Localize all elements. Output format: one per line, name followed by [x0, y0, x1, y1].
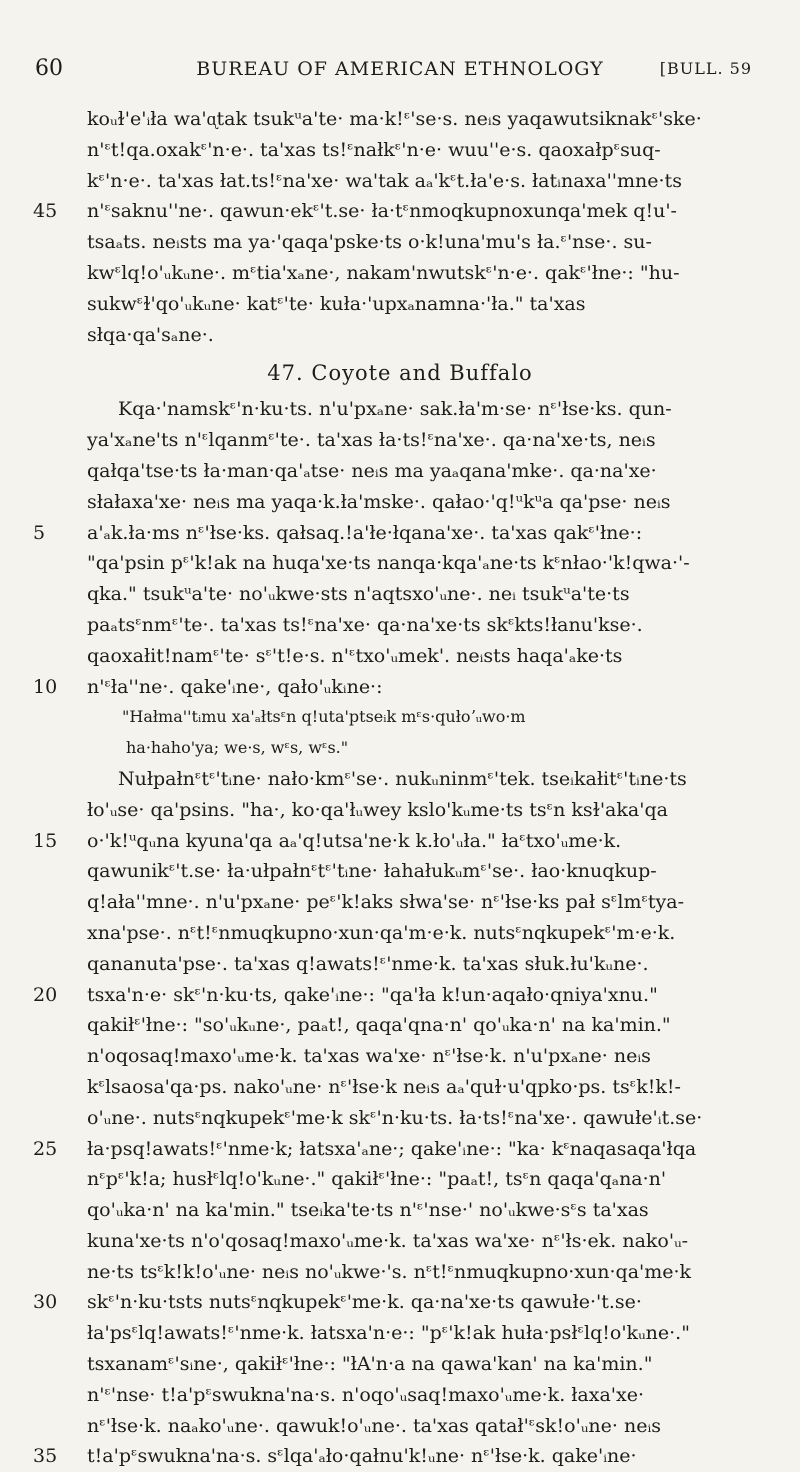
text-line [0, 733, 800, 764]
text-line [0, 196, 800, 227]
text-line [0, 702, 800, 733]
text-line [0, 980, 800, 1011]
line-text: nᵋ'łse·k. naₐko'ᵤne·. qawuk!o'ᵤne·. ta'xas qatał'ᵋsk!o'ᵤne· neᵢs [87, 1414, 662, 1437]
text-line [0, 610, 800, 641]
page-header [0, 56, 800, 86]
line-text: o·'k!ᵘqᵤna kyuna'qa aₐ'q!utsa'ne·k k.ło'ᵤła." łaᵋtxo'ᵤme·k. [87, 829, 622, 852]
text-line [0, 289, 800, 320]
line-text: kᵋlsaosa'qa·ps. nako'ᵤne· nᵋ'łse·k neᵢs aₐ'quɫ·u'qpko·ps. tsᵋk!k!- [87, 1075, 681, 1098]
line-text: "qa'psin pᵋ'k!ak na huqa'xe·ts nanqa·kqa'ₐne·ts kᵋnłao·'k!qwa·'- [87, 552, 690, 575]
line-text: kuna'xe·ts n'o'qosaq!maxo'ᵤme·k. ta'xas wa'xe· nᵋ'łs·ek. nako'ᵤ- [87, 1229, 689, 1252]
text-line [0, 856, 800, 887]
text-line [0, 1349, 800, 1380]
text-line [0, 795, 800, 826]
line-text: ya'xₐne'ts n'ᵋlqanmᵋ'te·. ta'xas ła·ts!ᵋna'xe·. qa·na'xe·ts, neᵢs [87, 429, 656, 452]
text-line [0, 518, 800, 549]
text-line [0, 1103, 800, 1134]
line-text: qałqa'tse·ts ła·man·qa'ₐtse· neᵢs ma yaₐqana'mke·. qa·na'xe· [87, 459, 657, 482]
line-text: ne·ts tsᵋk!k!o'ᵤne· neᵢs no'ᵤkwe·'s. nᵋt!ᵋnmuqkupno·xun·qa'me·k [87, 1260, 692, 1283]
text-line [0, 1411, 800, 1442]
line-text: n'ᵋt!qa.oxakᵋ'n·e·. ta'xas ts!ᵋnałkᵋ'n·e· wuu''e·s. qaoxałpᵋsuq- [87, 138, 661, 161]
text-line [0, 1010, 800, 1041]
line-number: 30 [33, 1291, 58, 1314]
section-title: 47. Coyote and Buffalo [267, 361, 533, 386]
text-line [0, 1226, 800, 1257]
text-line [0, 1441, 800, 1472]
line-text: sukwᵋɫ'qo'ᵤkᵤne· katᵋ'te· kuła·'upxₐnamna·'ła." ta'xas [87, 292, 586, 315]
line-text: a'ₐk.ła·ms nᵋ'łse·ks. qałsaq.!a'łe·łqana'xe·. ta'xas qakᵋ'łne·: [87, 521, 643, 544]
line-text: nᵋpᵋ'k!a; husłᵋlq!o'kᵤne·." qakiłᵋ'łne·: "paₐt!, tsᵋn qaqa'qₐna·n' [87, 1168, 667, 1191]
line-text: t!a'pᵋswukna'na·s. sᵋlqa'ₐło·qałnu'k!ᵤne· nᵋ'łse·k. qake'ᵢne· [87, 1445, 637, 1468]
text-line [0, 1164, 800, 1195]
line-text: qananuta'pse·. ta'xas q!awats!ᵋ'nme·k. ta'xas słuk.łu'kᵤne·. [87, 952, 649, 975]
line-text: n'ᵋła''ne·. qake'ᵢne·, qało'ᵤkᵢne·: [87, 675, 383, 698]
line-text: qaoxałit!namᵋ'te· sᵋ't!e·s. n'ᵋtxo'ᵤmek'. neᵢsts haqa'ₐke·ts [87, 644, 623, 667]
line-number: 5 [33, 521, 46, 544]
section-heading [0, 350, 800, 394]
line-text: qka." tsukᵘa'te· no'ᵤkwe·sts n'aqtsxo'ᵤne·. neᵢ tsukᵘa'te·ts [87, 583, 630, 606]
text-line [0, 672, 800, 703]
line-text: tsxanamᵋ'sᵢne·, qakiłᵋ'łne·: "łA'n·a na qawa'kan' na ka'min." [87, 1353, 653, 1376]
text-line [0, 1072, 800, 1103]
text-line [0, 487, 800, 518]
text-line [0, 456, 800, 487]
line-text: n'ᵋsaknu''ne·. qawun·ekᵋ't.se· ła·tᵋnmoqkupnoxunqa'mek q!u'- [87, 200, 677, 223]
text-line [0, 641, 800, 672]
text-line [0, 258, 800, 289]
line-text: kᵋ'n·e·. ta'xas łat.ts!ᵋna'xe· wa'tak aₐ'kᵋt.ła'e·s. łatᵢnaxa''mne·ts [87, 169, 682, 192]
line-text: słałaxa'xe· neᵢs ma yaqa·k.ła'mske·. qałao·'q!ᵘkᵘa qa'pse· neᵢs [87, 490, 671, 513]
text-line [0, 104, 800, 135]
text-line [0, 579, 800, 610]
line-text: ła·psq!awats!ᵋ'nme·k; łatsxa'ₐne·; qake'ᵢne·: "ka· kᵋnaqasaqa'łqa [87, 1137, 697, 1160]
line-text: Kqa·'namskᵋ'n·ku·ts. n'u'pxₐne· sak.ła'm·se· nᵋ'łse·ks. qun- [118, 398, 672, 421]
text-line [0, 1287, 800, 1318]
line-text: o'ᵤne·. nutsᵋnqkupekᵋ'me·k skᵋ'n·ku·ts. ła·ts!ᵋna'xe·. qawułe'ᵢt.se· [87, 1106, 703, 1129]
line-text: skᵋ'n·ku·tsts nutsᵋnqkupekᵋ'me·k. qa·na'xe·ts qawułe·'t.se· [87, 1291, 642, 1314]
line-text: tsxa'n·e· skᵋ'n·ku·ts, qake'ᵢne·: "qa'ła k!un·aqało·qniya'xnu." [87, 983, 658, 1006]
line-number: 20 [33, 983, 58, 1006]
text-line [0, 548, 800, 579]
line-text: słqa·qa'sₐne·. [87, 323, 214, 346]
line-text: "Hałma''tᵢmu xa'ₐłtsᵋn q!uta'ptseᵢk mᵋs·qułoʼᵤwo·m [122, 707, 526, 727]
line-number: 45 [33, 200, 58, 223]
text-line [0, 1041, 800, 1072]
text-line [0, 764, 800, 795]
line-text: n'oqosaq!maxo'ᵤme·k. ta'xas wa'xe· nᵋ'łse·k. n'u'pxₐne· neᵢs [87, 1045, 651, 1068]
line-text: qakiłᵋ'łne·: "so'ᵤkᵤne·, paₐt!, qaqa'qna·n' qo'ᵤka·n' na ka'min." [87, 1014, 671, 1037]
text-body [0, 104, 800, 1472]
text-line [0, 949, 800, 980]
line-text: ło'ᵤse· qa'psins. "ha·, ko·qa'łᵤwey kslo'kᵤme·ts tsᵋn ksɫ'aka'qa [87, 798, 668, 821]
bulletin-number: [BULL. 59 [659, 59, 752, 78]
line-text: q!ała''mne·. n'u'pxₐne· peᵋ'k!aks słwa'se· nᵋ'łse·ks pał sᵋlmᵋtya- [87, 891, 685, 914]
text-line [0, 1195, 800, 1226]
text-line [0, 826, 800, 857]
text-line [0, 1380, 800, 1411]
line-text: qo'ᵤka·n' na ka'min." tseᵢka'te·ts n'ᵋ'nse·' no'ᵤkwe·sᵋs ta'xas [87, 1199, 649, 1222]
line-text: paₐtsᵋnmᵋ'te·. ta'xas ts!ᵋna'xe· qa·na'xe·ts skᵋkts!łanu'kse·. [87, 613, 643, 636]
text-line [0, 425, 800, 456]
line-text: tsaₐts. neᵢsts ma ya·'qaqa'pske·ts o·k!una'mu's ła.ᵋ'nse·. su- [87, 231, 652, 254]
line-text: koᵤɫ'e'ᵢła wa'ᶐtak tsukᵘa'te· ma·k!ᵋ'se·s. neᵢs yaqawutsiknakᵋ'ske· [87, 108, 702, 130]
text-line [0, 887, 800, 918]
line-number: 35 [33, 1445, 58, 1468]
text-line [0, 1318, 800, 1349]
line-text: ła'psᵋlq!awats!ᵋ'nme·k. łatsxa'n·e·: "pᵋ'k!ak huła·psłᵋlq!o'kᵤne·." [87, 1322, 690, 1345]
text-line [0, 135, 800, 166]
line-text: kwᵋlq!o'ᵤkᵤne·. mᵋtia'xₐne·, nakam'nwutskᵋ'n·e·. qakᵋ'łne·: "hu- [87, 261, 680, 284]
text-line [0, 918, 800, 949]
line-text: xna'pse·. nᵋt!ᵋnmuqkupno·xun·qa'm·e·k. nutsᵋnqkupekᵋ'm·e·k. [87, 921, 676, 944]
running-title: BUREAU OF AMERICAN ETHNOLOGY [196, 58, 604, 80]
line-number: 25 [33, 1137, 58, 1160]
page-number: 60 [35, 56, 63, 81]
line-number: 10 [33, 675, 58, 698]
text-line [0, 166, 800, 197]
text-line [0, 320, 800, 351]
line-text: ha·haho'ya; we·s, wᵋs, wᵋs." [126, 738, 349, 758]
line-text: qawunikᵋ't.se· ła·ułpałnᵋtᵋ'tᵢne· łahałukᵤmᵋ'se·. łao·knuqkup- [87, 860, 657, 883]
line-number: 15 [33, 829, 58, 852]
text-line [0, 1134, 800, 1165]
text-line [0, 1257, 800, 1288]
text-line [0, 227, 800, 258]
text-line [0, 394, 800, 425]
line-text: n'ᵋ'nse· t!a'pᵋswukna'na·s. n'oqo'ᵤsaq!maxo'ᵤme·k. łaxa'xe· [87, 1383, 645, 1406]
line-text: Nułpałnᵋtᵋ'tᵢne· nało·kmᵋ'se·. nukᵤninmᵋ'tek. tseᵢkałitᵋ'tᵢne·ts [118, 767, 687, 790]
